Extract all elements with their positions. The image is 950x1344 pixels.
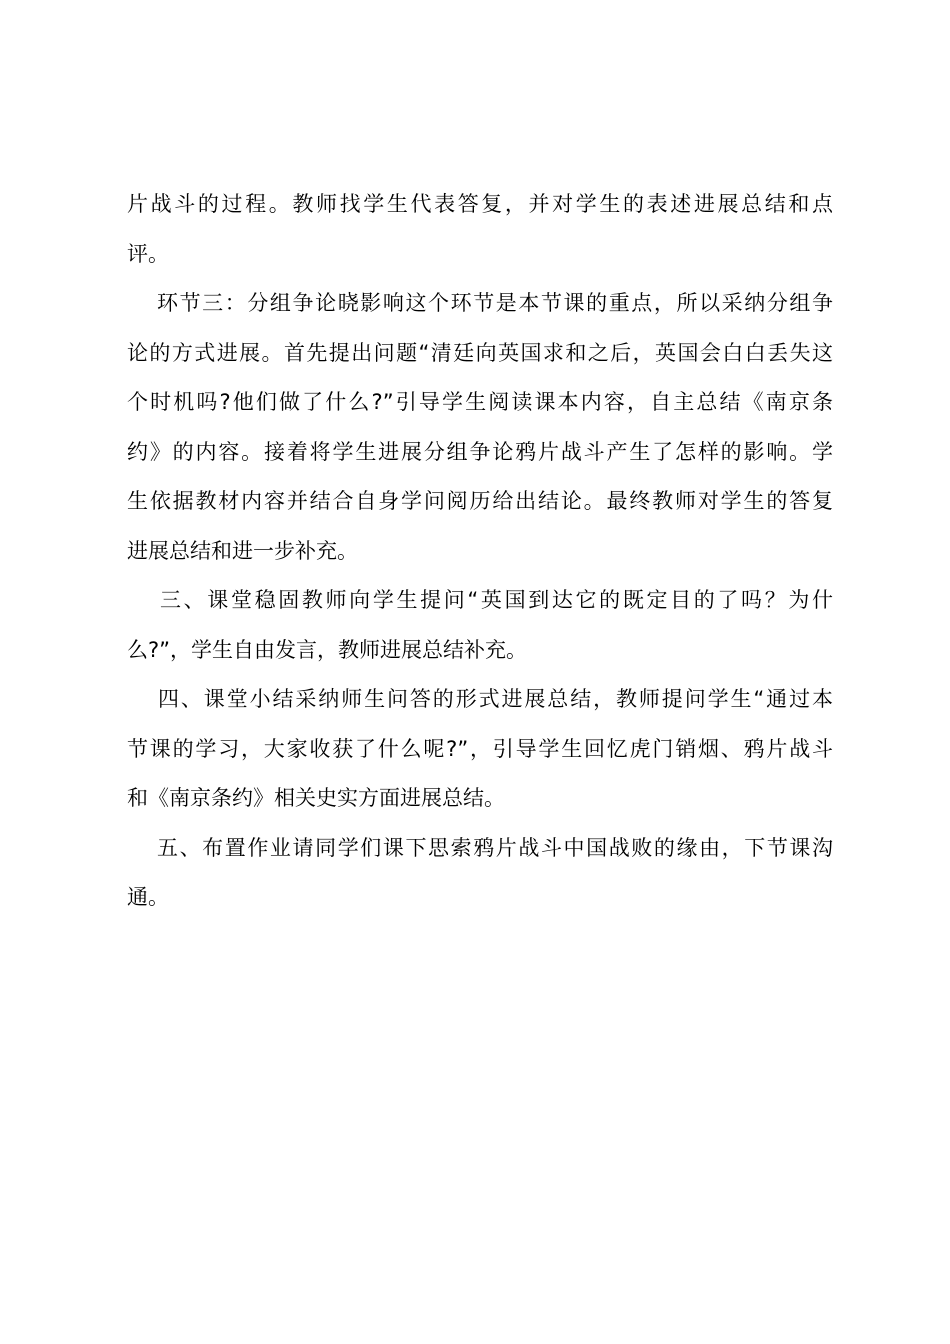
paragraph-line: 通。	[127, 885, 169, 909]
paragraph-3	[127, 576, 833, 675]
paragraph-line: 三、课堂稳固教师向学生提问“英国到达它的既定目的了吗？为什	[160, 588, 833, 612]
paragraph-line: 么?”，学生自由发言，教师进展总结补充。	[127, 637, 528, 662]
paragraph-1	[127, 180, 833, 279]
document-body	[127, 180, 833, 923]
paragraph-line: 环节三：分组争论晓影响这个环节是本节课的重点，所以采纳分组争	[157, 291, 833, 315]
paragraph-line: 个时机吗?他们做了什么?”引导学生阅读课本内容，自主总结《南京条	[127, 390, 833, 414]
paragraph-2	[127, 279, 833, 576]
paragraph-5	[127, 824, 833, 923]
paragraph-line: 节课的学习，大家收获了什么呢?”，引导学生回忆虎门销烟、鸦片战斗	[127, 736, 833, 761]
paragraph-line: 论的方式进展。首先提出问题“清廷向英国求和之后，英国会白白丢失这	[127, 340, 833, 365]
paragraph-line: 进展总结和进一步补充。	[127, 538, 358, 563]
paragraph-line: 约》的内容。接着将学生进展分组争论鸦片战斗产生了怎样的影响。学	[127, 439, 833, 464]
paragraph-line: 生依据教材内容并结合自身学问阅历给出结论。最终教师对学生的答复	[127, 489, 833, 513]
paragraph-line: 评。	[127, 241, 169, 266]
paragraph-line: 片战斗的过程。教师找学生代表答复，并对学生的表述进展总结和点	[127, 192, 833, 216]
paragraph-line: 和《南京条约》相关史实方面进展总结。	[127, 786, 505, 810]
paragraph-4	[127, 675, 833, 824]
paragraph-line: 四、课堂小结采纳师生问答的形式进展总结，教师提问学生“通过本	[158, 687, 833, 711]
paragraph-line: 五、布置作业请同学们课下思索鸦片战斗中国战败的缘由，下节课沟	[157, 835, 833, 860]
